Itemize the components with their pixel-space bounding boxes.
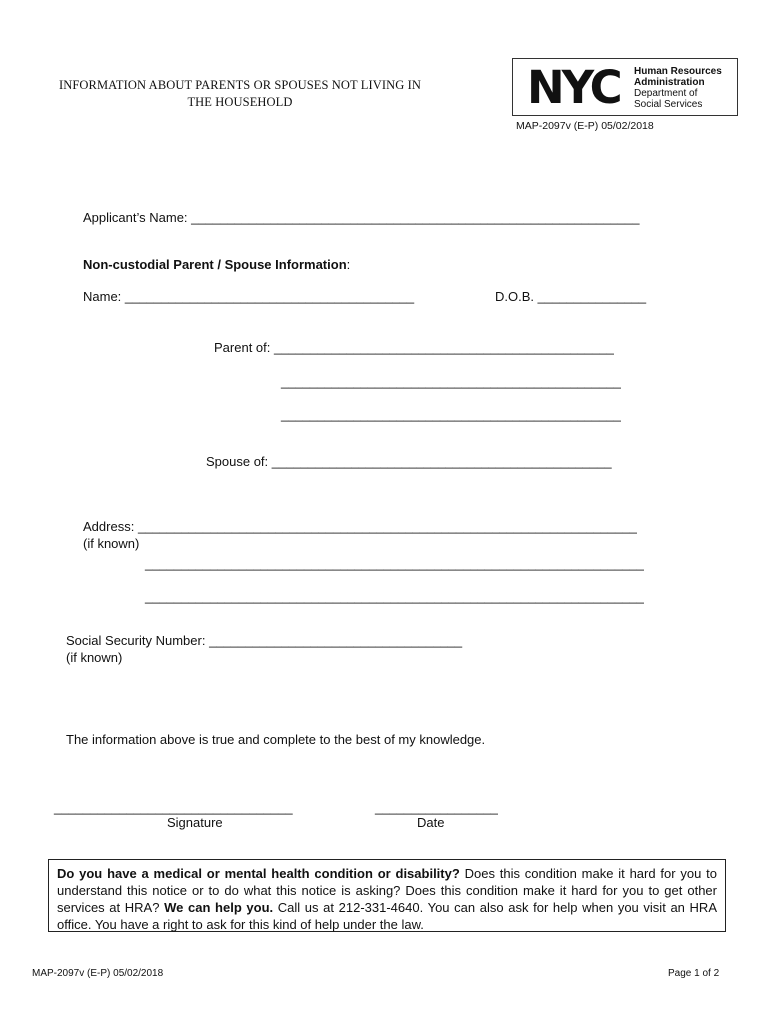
document-title-line2: THE HOUSEHOLD: [187, 95, 293, 109]
notice-help: We can help you.: [164, 900, 274, 915]
nyc-logo-text: NYC: [527, 64, 620, 110]
date-blank[interactable]: _________________: [375, 800, 498, 815]
nyc-logo: [527, 64, 627, 110]
address-blank-1[interactable]: _____________________________________________________________________: [137, 519, 637, 534]
footer-form-code: MAP-2097v (E-P) 05/02/2018: [32, 968, 164, 979]
signature-label: Signature: [167, 815, 223, 830]
address-row: [83, 519, 637, 534]
address-label: Address:: [83, 519, 135, 534]
parent-of-blank-3[interactable]: _______________________________________________: [281, 407, 621, 422]
section-heading: [83, 257, 350, 272]
agency-name: [634, 66, 722, 110]
ssn-label: Social Security Number:: [66, 633, 206, 648]
name-row: [83, 289, 414, 304]
footer-page-number: Page 1 of 2: [668, 968, 720, 979]
dob-row: [495, 289, 646, 304]
accessibility-notice: [48, 859, 726, 932]
section-heading-colon: :: [346, 257, 351, 272]
form-code: MAP-2097v (E-P) 05/02/2018: [516, 120, 654, 132]
notice-question: Do you have a medical or mental health condition or disability?: [57, 866, 460, 881]
notice-text-2: Call us at 212-331-4640. You can also ask for help when you visit an HRA office. You have a right to ask for this kind of help under the law.: [57, 900, 717, 932]
name-label: Name:: [83, 289, 122, 304]
parent-of-blank-1[interactable]: _______________________________________________: [274, 340, 614, 355]
applicant-name-label: Applicant’s Name:: [83, 210, 188, 225]
ssn-row: [66, 633, 462, 648]
ssn-note: (if known): [66, 650, 123, 665]
applicant-name-blank[interactable]: ______________________________________________________________: [191, 210, 640, 225]
parent-of-label: Parent of:: [214, 340, 271, 355]
section-heading-text: Non-custodial Parent / Spouse Information: [83, 257, 347, 272]
notice-text-1: Does this condition make it hard for you to understand this notice or to do what this notice is asking? Does this condition make it hard for you to get other services at HRA?: [57, 866, 717, 915]
dob-label: D.O.B.: [495, 289, 535, 304]
spouse-of-row: [206, 454, 612, 469]
dept-line1: Department of: [634, 88, 698, 99]
parent-of-row: [214, 340, 614, 355]
agency-line1: Human Resources: [634, 66, 722, 77]
address-blank-3[interactable]: _____________________________________________________________________: [145, 589, 644, 604]
document-title-line1: INFORMATION ABOUT PARENTS OR SPOUSES NOT LIVING IN: [58, 78, 422, 92]
address-blank-2[interactable]: _____________________________________________________________________: [145, 556, 644, 571]
address-note: (if known): [83, 536, 140, 551]
name-blank[interactable]: ________________________________________: [124, 289, 415, 304]
dept-line2: Social Services: [634, 99, 703, 110]
date-label: Date: [417, 815, 445, 830]
parent-of-blank-2[interactable]: _______________________________________________: [281, 374, 621, 389]
signature-blank[interactable]: _________________________________: [54, 800, 293, 815]
agency-line2: Administration: [634, 77, 705, 88]
ssn-blank[interactable]: ___________________________________: [209, 633, 463, 648]
attestation-text: The information above is true and complete to the best of my knowledge.: [66, 732, 486, 747]
dob-blank[interactable]: _______________: [537, 289, 647, 304]
document-title: [50, 77, 430, 111]
applicant-name-row: [83, 210, 639, 225]
spouse-of-blank[interactable]: _______________________________________________: [271, 454, 612, 469]
spouse-of-label: Spouse of:: [206, 454, 269, 469]
